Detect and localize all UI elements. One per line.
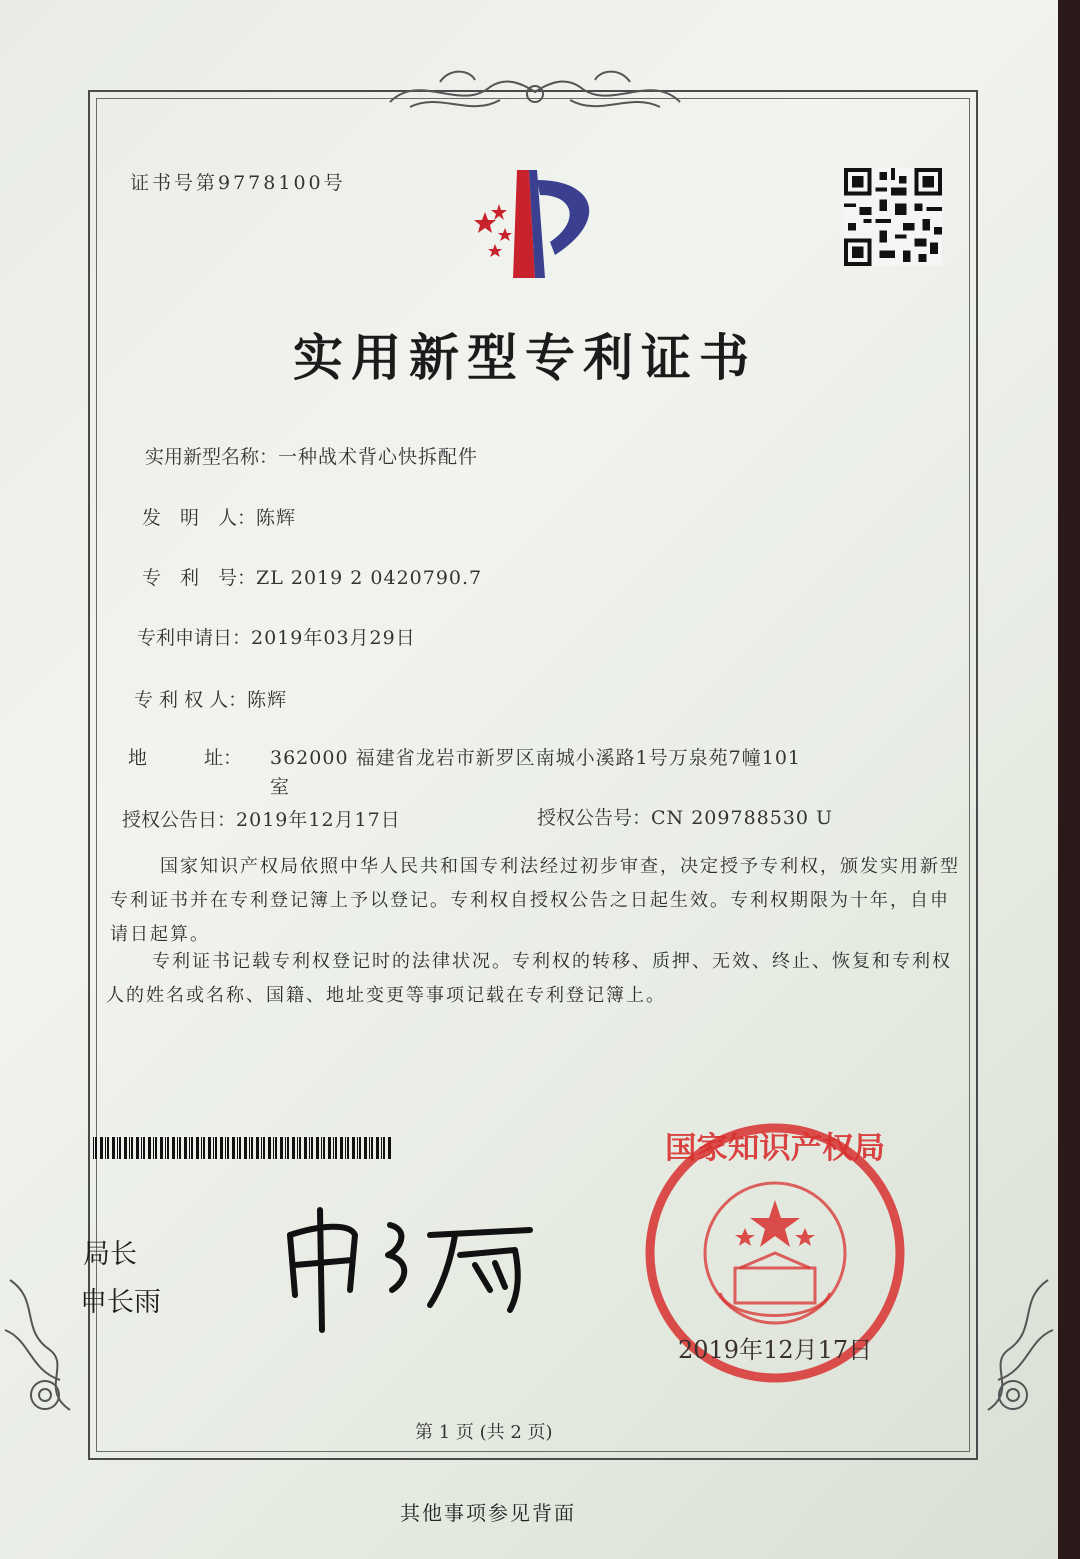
corner-ornament-left — [0, 1270, 90, 1420]
seal-date: 2019年12月17日 — [678, 1336, 873, 1364]
certificate-number: 证书号第9778100号 — [130, 172, 346, 194]
publication-date-label: 授权公告日： — [122, 809, 237, 831]
utility-model-name-row — [145, 442, 478, 469]
publication-number-label: 授权公告号： — [537, 807, 652, 829]
name-value: 一种战术背心快拆配件 — [278, 446, 479, 468]
inventor-value: 陈辉 — [256, 507, 297, 529]
publication-number-row — [537, 803, 833, 830]
application-date-row — [137, 623, 416, 650]
page-number: 第 1 页 (共 2 页) — [415, 1422, 553, 1443]
address-row — [128, 743, 801, 770]
cnipa-logo-icon — [455, 160, 620, 280]
name-label: 实用新型名称： — [145, 446, 279, 468]
director-signature-icon — [280, 1195, 540, 1335]
statement-paragraph-2: 专利证书记载专利权登记时的法律状况。专利权的转移、质押、无效、终止、恢复和专利权人的姓名或名称、国籍、地址变更等事项记载在专利登记簿上。 — [106, 951, 952, 1006]
inventor-label: 发 明 人： — [142, 507, 257, 529]
publication-date-row — [122, 805, 401, 832]
back-side-note: 其他事项参见背面 — [400, 1501, 576, 1525]
statement-paragraph-1: 国家知识产权局依照中华人民共和国专利法经过初步审查，决定授予专利权，颁发实用新型专利证书并在专利登记簿上予以登记。专利权自授权公告之日起生效。专利权期限为十年，自申请日起算。 — [110, 856, 960, 945]
director-title: 局长 — [83, 1239, 137, 1270]
seal-text: 国家知识产权局 — [665, 1131, 885, 1166]
top-ornament — [380, 62, 690, 122]
address-value: 362000 福建省龙岩市新罗区南城小溪路1号万泉苑7幢101 — [270, 747, 802, 769]
patent-number-value: ZL 2019 2 0420790.7 — [256, 567, 483, 589]
qr-code-icon — [843, 168, 943, 266]
corner-ornament-right — [968, 1270, 1058, 1420]
patentee-value: 陈辉 — [247, 689, 288, 711]
publication-date-value: 2019年12月17日 — [236, 809, 401, 831]
address-label: 地 址： — [128, 747, 243, 769]
patent-number-row — [142, 563, 482, 590]
application-date-label: 专利申请日： — [137, 627, 252, 649]
publication-number-value: CN 209788530 U — [651, 807, 834, 829]
barcode-icon — [93, 1137, 393, 1159]
application-date-value: 2019年03月29日 — [251, 627, 416, 649]
address-value-continued: 室 — [270, 776, 290, 798]
patentee-row — [134, 685, 287, 712]
patentee-label: 专 利 权 人： — [134, 689, 248, 711]
inventor-row — [142, 503, 296, 530]
certificate-title: 实用新型专利证书 — [293, 328, 757, 387]
patent-number-label: 专 利 号： — [142, 567, 257, 589]
director-name: 申长雨 — [80, 1287, 161, 1318]
